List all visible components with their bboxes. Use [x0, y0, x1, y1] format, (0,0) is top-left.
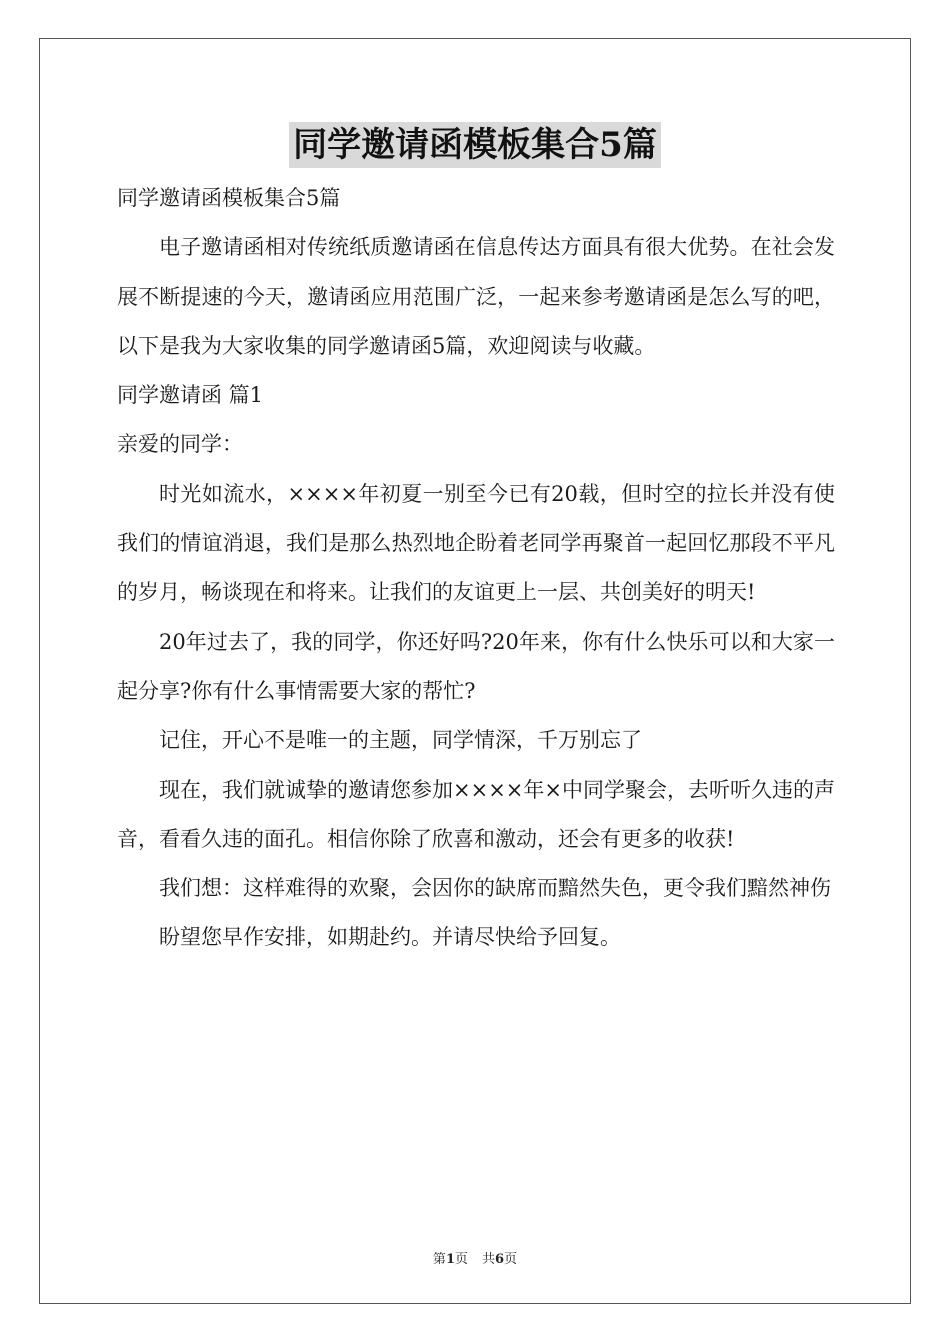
page-label-prefix: 第: [432, 1252, 446, 1267]
total-label-prefix: 共: [482, 1252, 496, 1267]
salutation: 亲爱的同学：: [117, 432, 243, 457]
body-paragraph: 我们想：这样难得的欢聚，会因你的缺席而黯然失色，更令我们黯然神伤: [159, 876, 831, 901]
document-subtitle: 同学邀请函模板集合5篇: [117, 186, 341, 210]
body-paragraph: 盼望您早作安排，如期赴约。并请尽快给予回复。: [159, 925, 621, 950]
page-label-unit: 页: [454, 1252, 468, 1267]
page-total: 6: [495, 1252, 505, 1267]
section-heading: 同学邀请函 篇1: [117, 383, 264, 408]
intro-paragraph: 电子邀请函相对传统纸质邀请函在信息传达方面具有很大优势。在社会发展不断提速的今天，邀请函应用范围广泛，一起来参考邀请函是怎么写的吧，以下是我为大家收集的同学邀请函5篇，欢迎阅读与收藏。: [117, 235, 835, 358]
page-footer: [0, 1248, 950, 1267]
body-paragraph: 现在，我们就诚挚的邀请您参加××××年×中同学聚会，去听听久违的声音，看看久违的面孔。相信你除了欣喜和激动，还会有更多的收获!: [117, 777, 835, 851]
document-body: [117, 174, 835, 963]
body-paragraph: 时光如流水，××××年初夏一别至今已有20载，但时空的拉长并没有使我们的情谊消退，我们是那么热烈地企盼着老同学再聚首一起回忆那段不平凡的岁月，畅谈现在和将来。让我们的友谊更上一层、共创美好的明天!: [117, 481, 835, 605]
title-container: [0, 122, 950, 168]
body-paragraph: 20年过去了，我的同学，你还好吗?20年来，你有什么快乐可以和大家一起分享?你有什么事情需要大家的帮忙?: [117, 629, 835, 703]
total-label-unit: 页: [504, 1252, 518, 1267]
body-paragraph: 记住，开心不是唯一的主题，同学情深，千万别忘了: [159, 728, 642, 753]
page-current: 1: [445, 1252, 455, 1267]
document-title: 同学邀请函模板集合5篇: [289, 122, 661, 168]
